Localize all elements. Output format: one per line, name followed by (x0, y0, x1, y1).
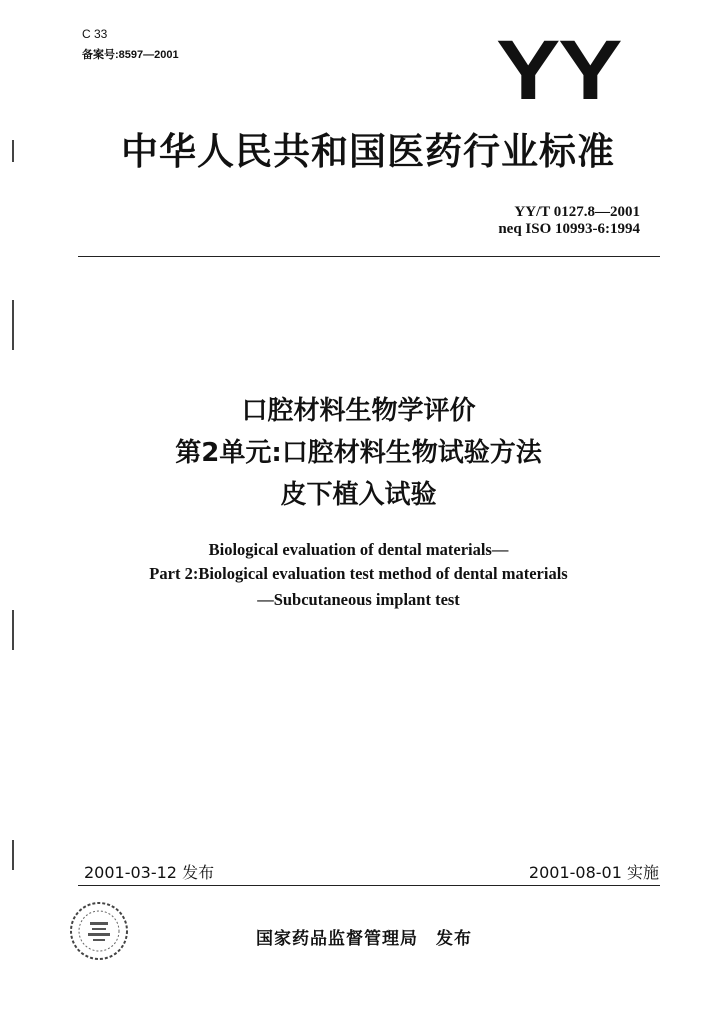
zh-title-line-2: 第2单元:口腔材料生物试验方法 (175, 438, 542, 468)
en-title-line-1: Biological evaluation of dental materials— (208, 540, 509, 559)
publish-verb: 发布 (436, 929, 472, 949)
scan-margin-mark (12, 610, 14, 650)
yy-logo: YY (496, 23, 621, 117)
scan-margin-mark (12, 140, 14, 162)
seal-stamp-icon (68, 900, 130, 962)
standard-number: YY/T 0127.8—2001 (514, 204, 640, 220)
standard-org-title: 中华人民共和国医药行业标准 (121, 130, 615, 173)
implementation-date: 2001-08-01 实施 (528, 863, 659, 882)
en-title-line-2: Part 2:Biological evaluation test method of dental materials (149, 564, 568, 583)
scan-margin-mark (12, 300, 14, 350)
issue-date: 2001-03-12 发布 (84, 863, 215, 882)
header-divider (78, 256, 660, 257)
zh-title-line-3: 皮下植入试验 (280, 480, 437, 510)
publisher-name: 国家药品监督管理局 (256, 929, 418, 949)
zh-title-line-1: 口腔材料生物学评价 (241, 396, 476, 426)
classification-code: C 33 (82, 27, 108, 41)
footer-divider (78, 885, 660, 886)
en-title-line-3: —Subcutaneous implant test (257, 590, 460, 609)
scan-margin-mark (12, 840, 14, 870)
equivalent-standard: neq ISO 10993-6:1994 (498, 221, 640, 237)
publisher-line (256, 924, 472, 949)
record-number: 备案号:8597—2001 (82, 49, 179, 61)
